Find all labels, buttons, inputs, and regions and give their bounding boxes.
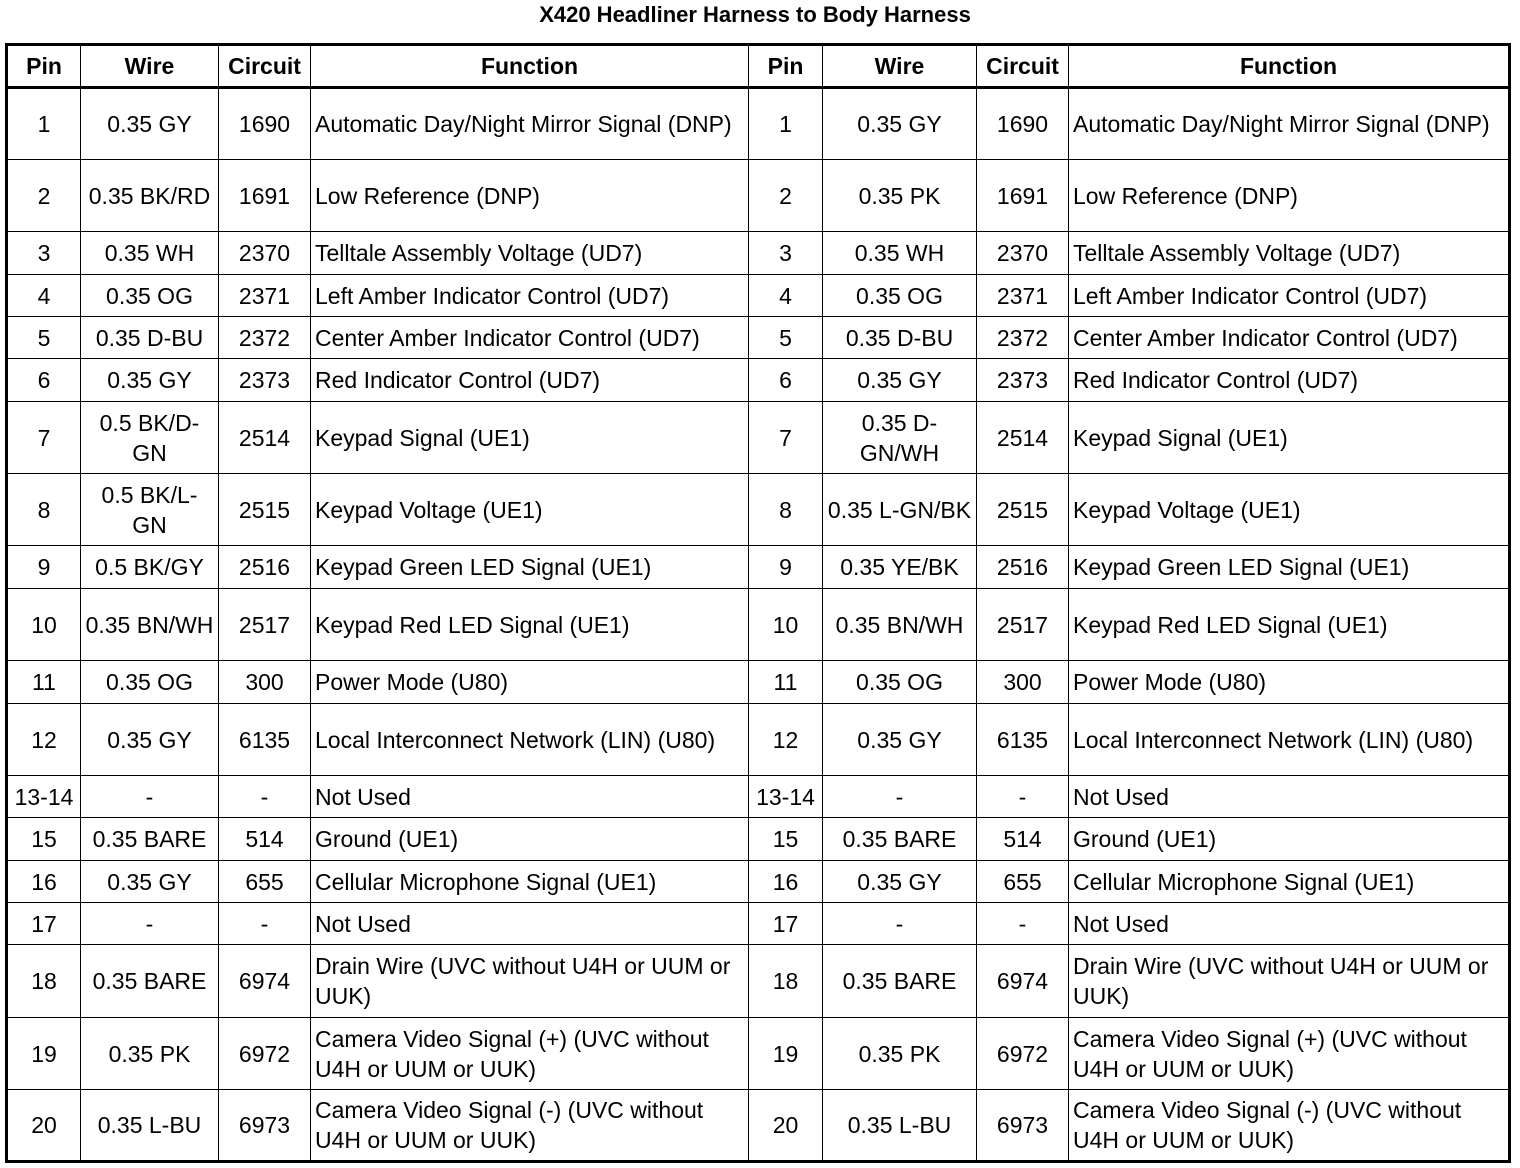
left-pin-cell: 3	[7, 232, 81, 275]
left-pin-cell: 11	[7, 661, 81, 704]
right-circuit-cell: 514	[977, 818, 1069, 861]
right-circuit-cell: 2370	[977, 232, 1069, 275]
left-function-cell: Drain Wire (UVC without U4H or UUM or UUK)	[311, 945, 749, 1018]
left-circuit-cell: 6974	[219, 945, 311, 1018]
left-wire-cell: 0.35 GY	[81, 88, 219, 160]
left-wire-cell: 0.35 BARE	[81, 945, 219, 1018]
left-wire-cell: 0.5 BK/GY	[81, 546, 219, 589]
left-pin-cell: 15	[7, 818, 81, 861]
table-row	[7, 861, 1510, 903]
table-row	[7, 945, 1510, 1018]
right-pin-cell: 9	[749, 546, 823, 589]
left-pin-cell: 8	[7, 474, 81, 546]
right-function-cell: Red Indicator Control (UD7)	[1069, 359, 1510, 402]
left-function-cell: Cellular Microphone Signal (UE1)	[311, 861, 749, 903]
right-pin-cell: 18	[749, 945, 823, 1018]
left-pin-cell: 18	[7, 945, 81, 1018]
left-pin-cell: 10	[7, 589, 81, 661]
pinout-table	[5, 43, 1511, 1163]
left-circuit-cell: 2517	[219, 589, 311, 661]
right-wire-cell: 0.35 BARE	[823, 818, 977, 861]
table-row	[7, 903, 1510, 945]
right-circuit-cell: 300	[977, 661, 1069, 704]
left-circuit-cell: 2372	[219, 317, 311, 359]
right-function-cell: Camera Video Signal (+) (UVC without U4H or UUM or UUK)	[1069, 1018, 1510, 1090]
right-pin-cell: 7	[749, 402, 823, 474]
right-pin-cell: 2	[749, 160, 823, 232]
table-row	[7, 661, 1510, 704]
left-circuit-cell: 2370	[219, 232, 311, 275]
left-function-cell: Center Amber Indicator Control (UD7)	[311, 317, 749, 359]
right-circuit-cell: 2516	[977, 546, 1069, 589]
right-wire-cell: 0.35 WH	[823, 232, 977, 275]
right-circuit-cell: 6974	[977, 945, 1069, 1018]
header-pin: Pin	[7, 45, 81, 88]
right-wire-cell: 0.35 L-GN/BK	[823, 474, 977, 546]
right-pin-cell: 10	[749, 589, 823, 661]
left-wire-cell: -	[81, 776, 219, 818]
right-circuit-cell: 6135	[977, 704, 1069, 776]
left-function-cell: Ground (UE1)	[311, 818, 749, 861]
left-circuit-cell: -	[219, 776, 311, 818]
left-circuit-cell: 514	[219, 818, 311, 861]
right-circuit-cell: 2514	[977, 402, 1069, 474]
left-pin-cell: 13-14	[7, 776, 81, 818]
right-function-cell: Local Interconnect Network (LIN) (U80)	[1069, 704, 1510, 776]
table-row	[7, 275, 1510, 317]
table-row	[7, 818, 1510, 861]
header-wire: Wire	[823, 45, 977, 88]
left-wire-cell: 0.35 GY	[81, 704, 219, 776]
left-wire-cell: 0.35 BN/WH	[81, 589, 219, 661]
header-wire: Wire	[81, 45, 219, 88]
left-pin-cell: 5	[7, 317, 81, 359]
right-wire-cell: 0.35 GY	[823, 359, 977, 402]
right-circuit-cell: 1691	[977, 160, 1069, 232]
left-circuit-cell: -	[219, 903, 311, 945]
right-function-cell: Left Amber Indicator Control (UD7)	[1069, 275, 1510, 317]
left-wire-cell: 0.35 PK	[81, 1018, 219, 1090]
left-function-cell: Not Used	[311, 776, 749, 818]
table-row	[7, 232, 1510, 275]
right-pin-cell: 5	[749, 317, 823, 359]
left-function-cell: Keypad Signal (UE1)	[311, 402, 749, 474]
right-function-cell: Drain Wire (UVC without U4H or UUM or UUK)	[1069, 945, 1510, 1018]
left-wire-cell: 0.5 BK/D-GN	[81, 402, 219, 474]
table-row	[7, 1090, 1510, 1162]
table-row	[7, 359, 1510, 402]
header-circuit: Circuit	[977, 45, 1069, 88]
right-function-cell: Ground (UE1)	[1069, 818, 1510, 861]
right-pin-cell: 16	[749, 861, 823, 903]
left-pin-cell: 12	[7, 704, 81, 776]
table-row	[7, 589, 1510, 661]
left-pin-cell: 1	[7, 88, 81, 160]
right-pin-cell: 17	[749, 903, 823, 945]
right-circuit-cell: -	[977, 776, 1069, 818]
right-function-cell: Telltale Assembly Voltage (UD7)	[1069, 232, 1510, 275]
left-function-cell: Left Amber Indicator Control (UD7)	[311, 275, 749, 317]
right-wire-cell: 0.35 GY	[823, 861, 977, 903]
left-pin-cell: 17	[7, 903, 81, 945]
left-circuit-cell: 6135	[219, 704, 311, 776]
right-wire-cell: 0.35 PK	[823, 1018, 977, 1090]
right-wire-cell: -	[823, 776, 977, 818]
left-circuit-cell: 2516	[219, 546, 311, 589]
right-wire-cell: 0.35 OG	[823, 275, 977, 317]
right-circuit-cell: 655	[977, 861, 1069, 903]
left-function-cell: Camera Video Signal (+) (UVC without U4H or UUM or UUK)	[311, 1018, 749, 1090]
right-wire-cell: 0.35 D-BU	[823, 317, 977, 359]
right-function-cell: Keypad Red LED Signal (UE1)	[1069, 589, 1510, 661]
table-row	[7, 474, 1510, 546]
left-wire-cell: 0.35 GY	[81, 861, 219, 903]
right-function-cell: Center Amber Indicator Control (UD7)	[1069, 317, 1510, 359]
table-row	[7, 546, 1510, 589]
header-pin: Pin	[749, 45, 823, 88]
left-pin-cell: 9	[7, 546, 81, 589]
left-circuit-cell: 655	[219, 861, 311, 903]
right-circuit-cell: 2372	[977, 317, 1069, 359]
left-wire-cell: 0.35 GY	[81, 359, 219, 402]
left-circuit-cell: 1691	[219, 160, 311, 232]
right-function-cell: Power Mode (U80)	[1069, 661, 1510, 704]
left-wire-cell: 0.35 BARE	[81, 818, 219, 861]
right-function-cell: Not Used	[1069, 903, 1510, 945]
left-wire-cell: 0.35 BK/RD	[81, 160, 219, 232]
left-function-cell: Local Interconnect Network (LIN) (U80)	[311, 704, 749, 776]
table-row	[7, 704, 1510, 776]
table-row	[7, 402, 1510, 474]
left-pin-cell: 20	[7, 1090, 81, 1162]
left-circuit-cell: 2515	[219, 474, 311, 546]
right-circuit-cell: 6972	[977, 1018, 1069, 1090]
table-title: X420 Headliner Harness to Body Harness	[539, 2, 971, 27]
right-circuit-cell: 2515	[977, 474, 1069, 546]
right-function-cell: Cellular Microphone Signal (UE1)	[1069, 861, 1510, 903]
left-function-cell: Red Indicator Control (UD7)	[311, 359, 749, 402]
right-function-cell: Camera Video Signal (-) (UVC without U4H or UUM or UUK)	[1069, 1090, 1510, 1162]
left-function-cell: Keypad Red LED Signal (UE1)	[311, 589, 749, 661]
right-function-cell: Keypad Voltage (UE1)	[1069, 474, 1510, 546]
left-circuit-cell: 6973	[219, 1090, 311, 1162]
left-function-cell: Power Mode (U80)	[311, 661, 749, 704]
right-circuit-cell: 2371	[977, 275, 1069, 317]
table-row	[7, 1018, 1510, 1090]
right-wire-cell: 0.35 GY	[823, 704, 977, 776]
left-wire-cell: -	[81, 903, 219, 945]
right-wire-cell: 0.35 D-GN/WH	[823, 402, 977, 474]
left-circuit-cell: 2514	[219, 402, 311, 474]
table-row	[7, 88, 1510, 160]
right-pin-cell: 6	[749, 359, 823, 402]
right-wire-cell: -	[823, 903, 977, 945]
right-function-cell: Not Used	[1069, 776, 1510, 818]
left-function-cell: Keypad Voltage (UE1)	[311, 474, 749, 546]
right-wire-cell: 0.35 BN/WH	[823, 589, 977, 661]
right-pin-cell: 4	[749, 275, 823, 317]
table-row	[7, 317, 1510, 359]
table-row	[7, 776, 1510, 818]
right-pin-cell: 13-14	[749, 776, 823, 818]
left-function-cell: Low Reference (DNP)	[311, 160, 749, 232]
table-row	[7, 160, 1510, 232]
left-function-cell: Telltale Assembly Voltage (UD7)	[311, 232, 749, 275]
right-wire-cell: 0.35 BARE	[823, 945, 977, 1018]
left-circuit-cell: 2371	[219, 275, 311, 317]
right-pin-cell: 8	[749, 474, 823, 546]
left-wire-cell: 0.35 OG	[81, 661, 219, 704]
header-row	[7, 45, 1510, 88]
right-wire-cell: 0.35 L-BU	[823, 1090, 977, 1162]
right-wire-cell: 0.35 OG	[823, 661, 977, 704]
right-pin-cell: 3	[749, 232, 823, 275]
header-circuit: Circuit	[219, 45, 311, 88]
right-circuit-cell: 2517	[977, 589, 1069, 661]
left-circuit-cell: 300	[219, 661, 311, 704]
left-pin-cell: 7	[7, 402, 81, 474]
left-wire-cell: 0.35 WH	[81, 232, 219, 275]
left-wire-cell: 0.35 D-BU	[81, 317, 219, 359]
left-pin-cell: 6	[7, 359, 81, 402]
right-pin-cell: 20	[749, 1090, 823, 1162]
right-pin-cell: 19	[749, 1018, 823, 1090]
left-pin-cell: 4	[7, 275, 81, 317]
right-function-cell: Keypad Signal (UE1)	[1069, 402, 1510, 474]
left-function-cell: Camera Video Signal (-) (UVC without U4H or UUM or UUK)	[311, 1090, 749, 1162]
right-circuit-cell: -	[977, 903, 1069, 945]
right-wire-cell: 0.35 PK	[823, 160, 977, 232]
left-pin-cell: 16	[7, 861, 81, 903]
left-function-cell: Automatic Day/Night Mirror Signal (DNP)	[311, 88, 749, 160]
right-wire-cell: 0.35 YE/BK	[823, 546, 977, 589]
right-wire-cell: 0.35 GY	[823, 88, 977, 160]
left-wire-cell: 0.35 OG	[81, 275, 219, 317]
right-circuit-cell: 1690	[977, 88, 1069, 160]
left-circuit-cell: 2373	[219, 359, 311, 402]
right-function-cell: Low Reference (DNP)	[1069, 160, 1510, 232]
right-function-cell: Automatic Day/Night Mirror Signal (DNP)	[1069, 88, 1510, 160]
header-function: Function	[1069, 45, 1510, 88]
left-wire-cell: 0.5 BK/L-GN	[81, 474, 219, 546]
left-function-cell: Not Used	[311, 903, 749, 945]
left-circuit-cell: 1690	[219, 88, 311, 160]
left-pin-cell: 19	[7, 1018, 81, 1090]
left-circuit-cell: 6972	[219, 1018, 311, 1090]
right-circuit-cell: 2373	[977, 359, 1069, 402]
left-wire-cell: 0.35 L-BU	[81, 1090, 219, 1162]
left-function-cell: Keypad Green LED Signal (UE1)	[311, 546, 749, 589]
right-pin-cell: 15	[749, 818, 823, 861]
header-function: Function	[311, 45, 749, 88]
right-pin-cell: 11	[749, 661, 823, 704]
right-circuit-cell: 6973	[977, 1090, 1069, 1162]
left-pin-cell: 2	[7, 160, 81, 232]
right-pin-cell: 1	[749, 88, 823, 160]
right-pin-cell: 12	[749, 704, 823, 776]
right-function-cell: Keypad Green LED Signal (UE1)	[1069, 546, 1510, 589]
